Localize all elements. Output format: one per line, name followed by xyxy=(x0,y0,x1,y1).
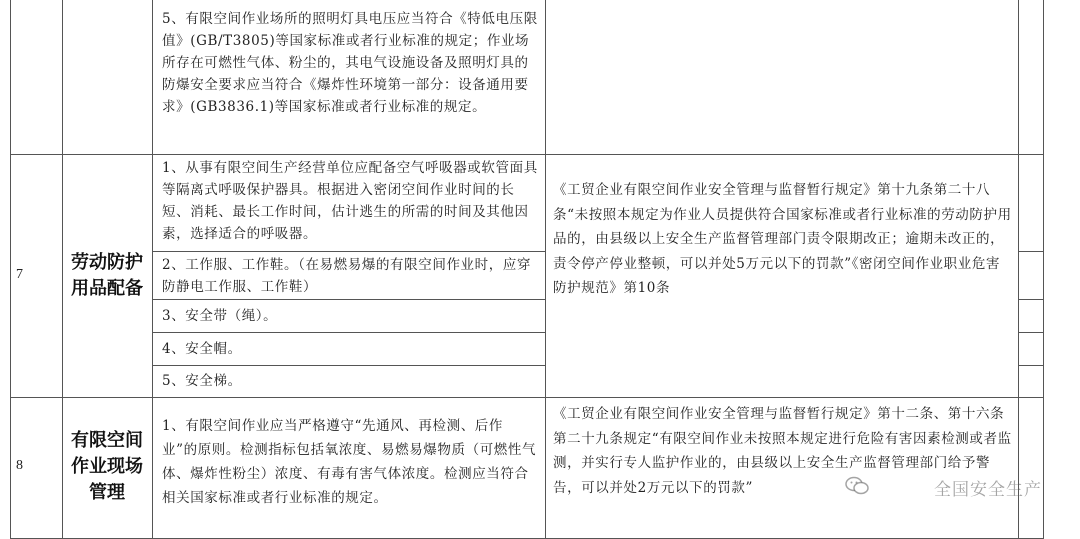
row-divider xyxy=(1018,299,1044,300)
table-cell-requirement: 1、从事有限空间生产经营单位应配备空气呼吸器或软管面具等隔离式呼吸保护器具。根据进入密闭空间作业时间的长短、消耗、最长工作时间，估计逃生的所需的时间及其他因素，选择适合的呼吸器。 xyxy=(162,160,538,242)
column-divider xyxy=(1018,0,1019,539)
item-divider xyxy=(152,332,546,333)
table-cell-requirement: 5、有限空间作业场所的照明灯具电压应当符合《特低电压限值》(GB/T3805)等国家标准或者行业标准的规定；作业场所存在可燃性气体、粉尘的，其电气设施设备及照明灯具的防爆安全要求应当符合《爆炸性环境第一部分：设备通用要求》(GB3836.1)等国家标准或者行业标准的规定。 xyxy=(162,11,538,115)
row-category: 劳动防护用品配备 xyxy=(71,252,143,299)
table-border-right xyxy=(1043,0,1044,539)
row-divider xyxy=(1018,332,1044,333)
row-number: 7 xyxy=(16,267,23,282)
table-border-left xyxy=(10,0,11,539)
column-divider xyxy=(152,0,153,539)
table-cell-requirement: 1、有限空间作业应当严格遵守“先通风、再检测、后作业”的原则。检测指标包括氧浓度、易燃易爆物质（可燃性气体、爆炸性粉尘）浓度、有毒有害气体浓度。检测应当符合相关国家标准或者行业标准的规定。 xyxy=(162,418,537,506)
table-cell-requirement: 2、工作服、工作鞋。（在易燃易爆的有限空间作业时，应穿防静电工作服、工作鞋） xyxy=(162,257,532,295)
column-divider xyxy=(545,0,546,539)
table-cell-legal-basis: 《工贸企业有限空间作业安全管理与监督暂行规定》第十九条第二十八条“未按照本规定为作业人员提供符合国家标准或者行业标准的劳动防护用品的，由县级以上安全生产监督管理部门责令限期改正；逾期未改正的，责令停产停业整顿，可以并处5万元以下的罚款”《密闭空间作业职业危害防护规范》第10条 xyxy=(553,182,1012,296)
item-divider xyxy=(152,251,546,252)
table-cell-requirement: 3、安全带（绳）。 xyxy=(162,308,278,324)
wechat-icon xyxy=(845,476,869,496)
row-category: 有限空间作业现场管理 xyxy=(71,430,143,503)
item-divider xyxy=(152,365,546,366)
row-divider xyxy=(1018,251,1044,252)
row-number: 8 xyxy=(16,458,23,473)
item-divider xyxy=(152,299,546,300)
row-divider xyxy=(1018,365,1044,366)
row-divider xyxy=(10,397,1044,398)
table-cell-requirement: 5、安全梯。 xyxy=(162,373,242,389)
table-cell-legal-basis: 《工贸企业有限空间作业安全管理与监督暂行规定》第十二条、第十六条第二十九条规定“有限空间作业未按照本规定进行危险有害因素检测或者监测，并实行专人监护作业的，由县级以上安全生产监督管理部门给予警告，可以并处2万元以下的罚款” xyxy=(553,406,1012,496)
table-cell-requirement: 4、安全帽。 xyxy=(162,341,242,357)
watermark: 全国安全生产 xyxy=(934,480,1042,500)
column-divider xyxy=(62,0,63,539)
row-divider xyxy=(10,154,1044,155)
